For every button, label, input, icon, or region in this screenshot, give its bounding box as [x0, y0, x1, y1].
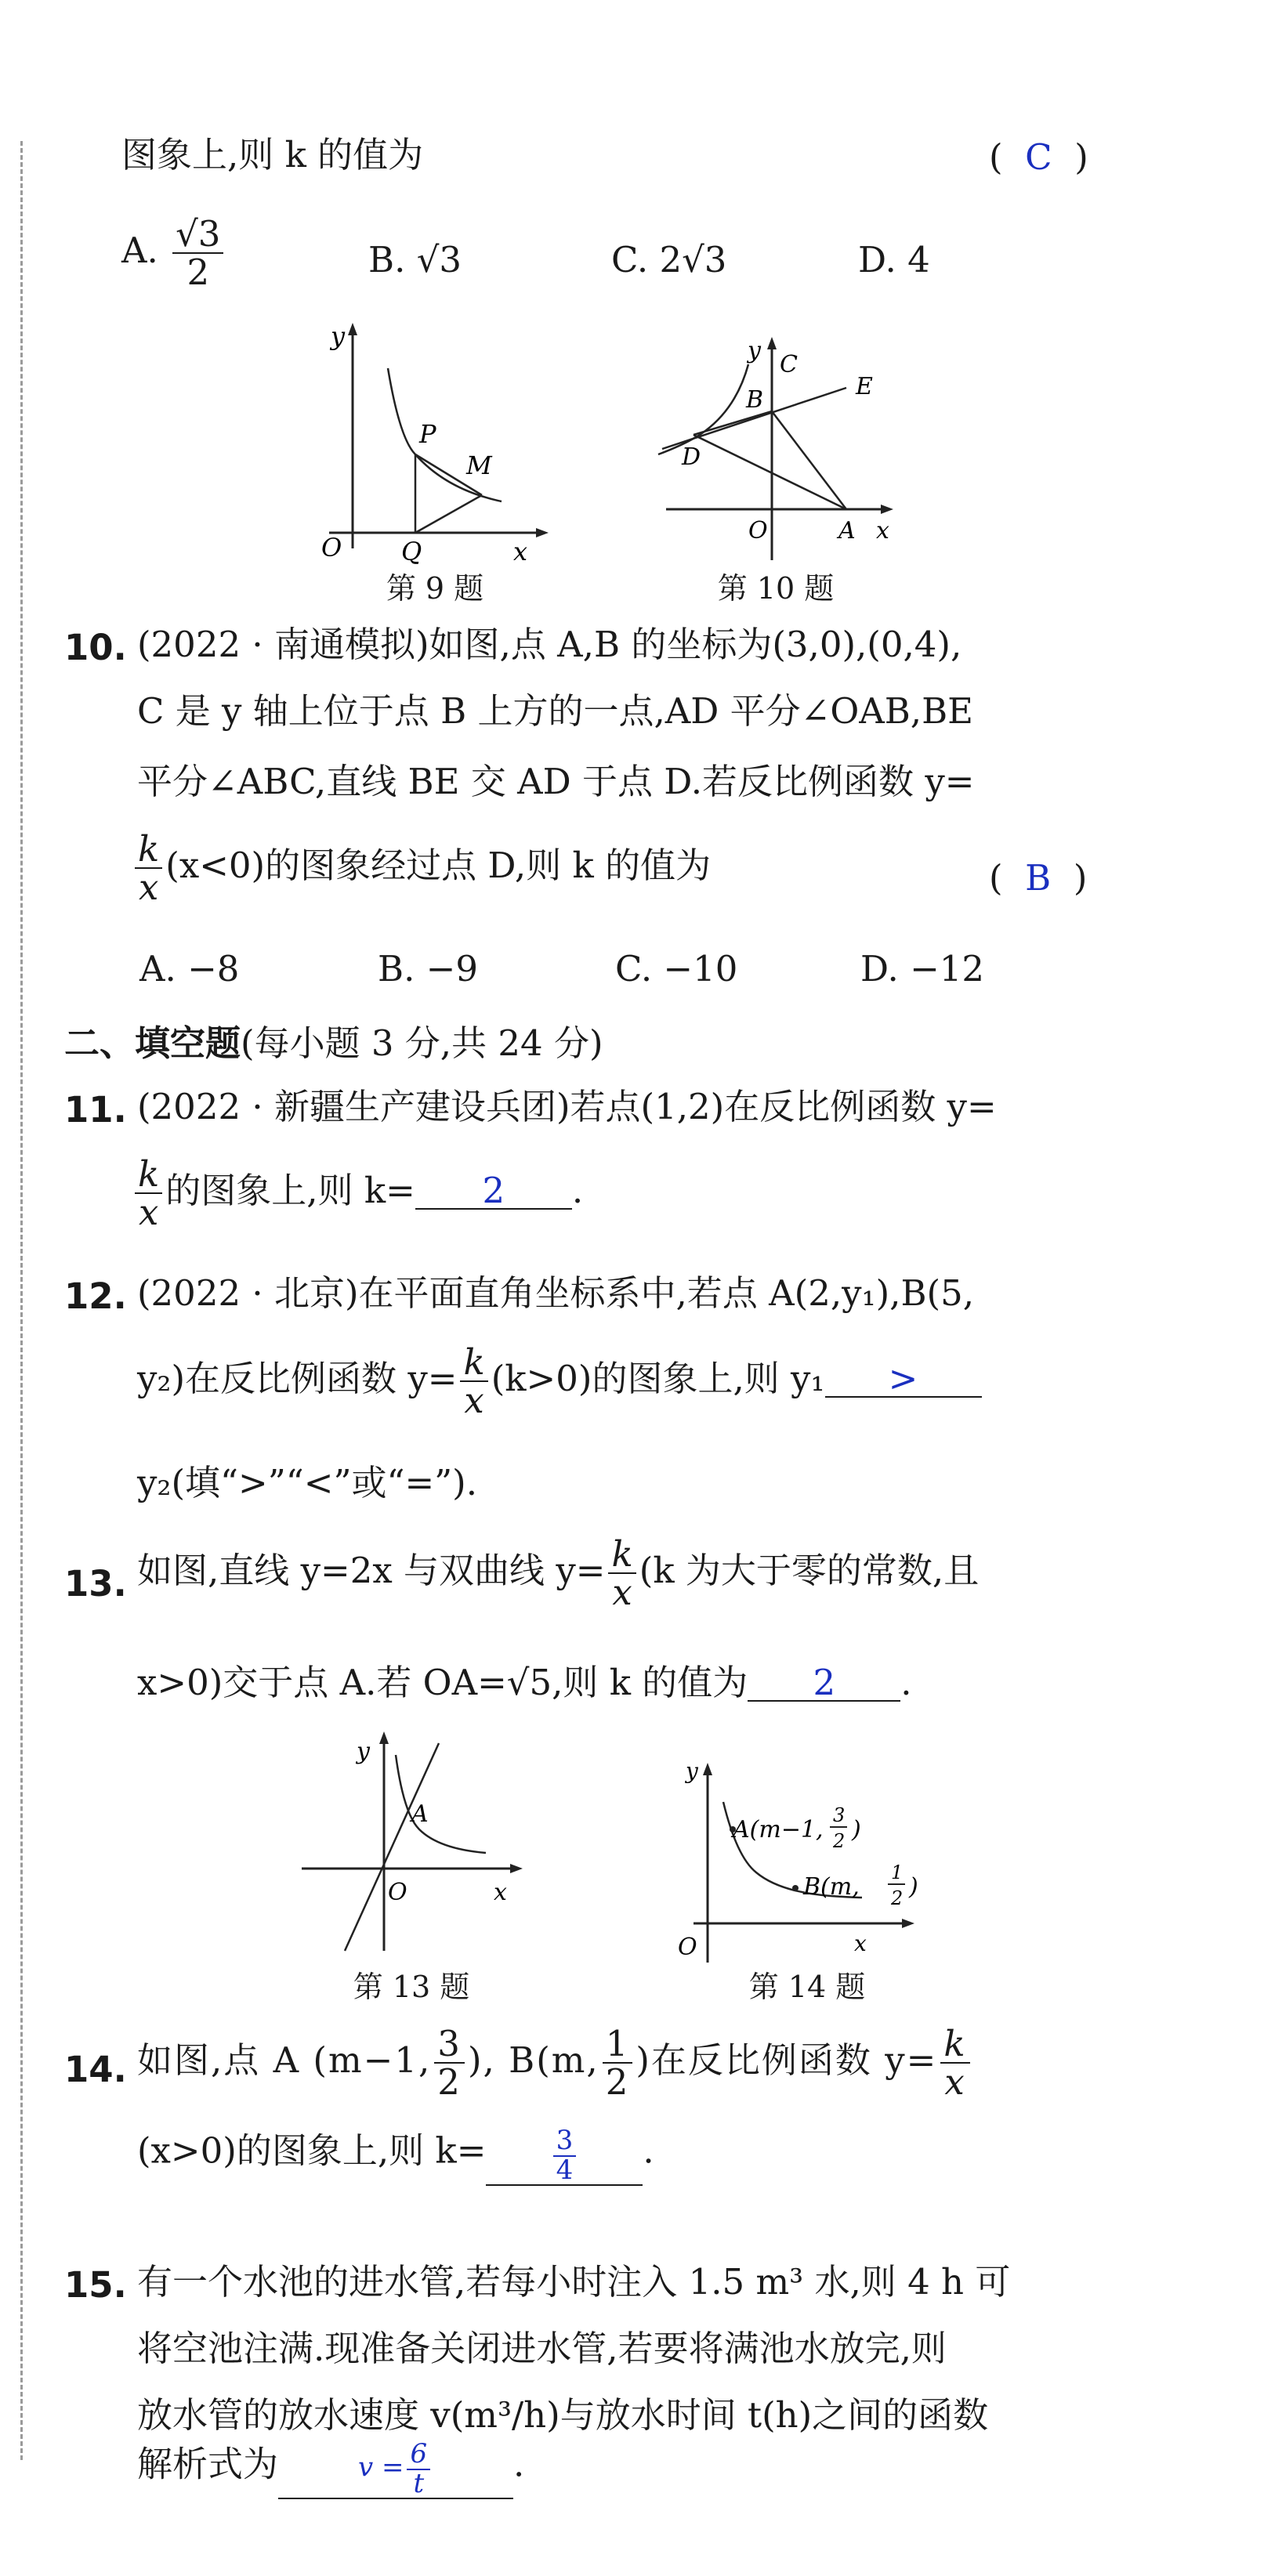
- q14-answer: $\frac{3}{4}$: [486, 2127, 643, 2186]
- figure-10: [650, 333, 917, 568]
- fig10-label-x: x: [876, 517, 889, 545]
- q12-number: 12.: [64, 1275, 127, 1317]
- q12-line3: y₂(填“>”“<”或“=”).: [137, 1462, 478, 1503]
- fig9-label-q: Q: [401, 537, 422, 564]
- q10-number: 10.: [64, 627, 127, 668]
- q10-option-b: B. −9: [378, 948, 479, 990]
- q10-option-a: A. −8: [139, 948, 240, 990]
- fig14-label-b: B(m,: [803, 1873, 860, 1901]
- q10-line1: (2022 · 南通模拟)如图,点 A,B 的坐标为(3,0),(0,4),: [137, 624, 962, 665]
- fig14-label-a: A(m−1,: [733, 1816, 824, 1843]
- q11-answer: 2: [415, 1173, 572, 1210]
- fig9-label-p: P: [419, 419, 436, 449]
- fig10-label-y: y: [748, 337, 761, 364]
- q10-answer-bracket: ( B ): [989, 857, 1088, 899]
- fig9-caption: 第 9 题: [386, 571, 484, 606]
- fig10-caption: 第 10 题: [717, 571, 835, 606]
- fig14-label-b-den: 2: [891, 1887, 904, 1909]
- q15-line1: 有一个水池的进水管,若每小时注入 1.5 m³ 水,则 4 h 可: [137, 2261, 1011, 2303]
- q9-answer-bracket: ( C ): [989, 136, 1088, 178]
- fig10-label-c: C: [780, 351, 798, 378]
- q13-number: 13.: [64, 1563, 127, 1605]
- q12-line1: (2022 · 北京)在平面直角坐标系中,若点 A(2,y₁),B(5,: [137, 1272, 975, 1314]
- q9-option-d: D. 4: [858, 239, 930, 280]
- q11-line2: $\frac{k}{x}$ 的图象上,则 k= 2 .: [132, 1156, 583, 1232]
- q13-answer: 2: [748, 1665, 900, 1702]
- q14-line2: (x>0)的图象上,则 k= $\frac{3}{4}$ .: [137, 2125, 654, 2186]
- q15-number: 15.: [64, 2264, 127, 2306]
- q10-line3: 平分∠ABC,直线 BE 交 AD 于点 D.若反比例函数 y=: [137, 761, 975, 802]
- fig10-label-a: A: [838, 517, 856, 545]
- q10-line2: C 是 y 轴上位于点 B 上方的一点,AD 平分∠OAB,BE: [137, 690, 974, 732]
- q10-answer: B: [1025, 857, 1052, 899]
- fig9-label-o: O: [321, 533, 342, 563]
- q15-answer: v = $\frac{6}{t}$: [278, 2440, 513, 2499]
- fig9-label-y: y: [331, 321, 346, 351]
- figure-14: [670, 1755, 952, 1966]
- fig14-label-b-num: 1: [891, 1861, 904, 1883]
- figure-9: [313, 321, 556, 564]
- q15-line3: 放水管的放水速度 v(m³/h)与放水时间 t(h)之间的函数: [137, 2394, 989, 2436]
- fig14-label-a-den: 2: [833, 1830, 846, 1852]
- q9-option-b: B. √3: [368, 239, 462, 280]
- section-2-heading: 二、填空题(每小题 3 分,共 24 分): [64, 1022, 603, 1064]
- fig10-label-o: O: [748, 517, 768, 545]
- fig13-label-y: y: [357, 1738, 370, 1765]
- svg-text:): ): [909, 1873, 918, 1901]
- fig14-label-o: O: [678, 1934, 697, 1961]
- q9-option-c: C. 2√3: [611, 239, 727, 280]
- fig10-label-b: B: [746, 386, 764, 414]
- fig14-label-a-num: 3: [833, 1804, 846, 1826]
- fig14-label-x: x: [854, 1930, 867, 1956]
- svg-text:): ): [852, 1816, 861, 1843]
- fig14-label-y: y: [686, 1758, 698, 1784]
- q9-tail-line: 图象上,则 k 的值为: [121, 134, 424, 175]
- fig13-label-a: A: [411, 1800, 429, 1828]
- fig9-label-x: x: [513, 537, 528, 564]
- q9-option-a: A. $\frac{√3}{2}$: [121, 215, 226, 291]
- binding-margin-line: [20, 141, 23, 2460]
- q10-option-c: C. −10: [615, 948, 738, 990]
- q15-line4: 解析式为 v = $\frac{6}{t}$ .: [137, 2438, 525, 2499]
- fig13-caption: 第 13 题: [353, 1970, 470, 2004]
- q11-number: 11.: [64, 1089, 127, 1131]
- q13-line1: 如图,直线 y=2x 与双曲线 y= $\frac{k}{x}$ (k 为大于零的常数,且: [137, 1533, 980, 1614]
- q15-line2: 将空池注满.现准备关闭进水管,若要将满池水放完,则: [137, 2328, 947, 2369]
- q13-line2: x>0)交于点 A.若 OA=√5,则 k 的值为 2 .: [137, 1662, 912, 1703]
- q10-option-d: D. −12: [860, 948, 985, 990]
- q10-line4: $\frac{k}{x}$ (x<0)的图象经过点 D,则 k 的值为: [132, 830, 711, 906]
- q9-answer: C: [1025, 136, 1052, 178]
- fig13-label-o: O: [388, 1879, 407, 1906]
- fig10-label-d: D: [682, 443, 701, 471]
- q14-number: 14.: [64, 2049, 127, 2090]
- figure-13: [294, 1728, 537, 1955]
- q11-line1: (2022 · 新疆生产建设兵团)若点(1,2)在反比例函数 y=: [137, 1086, 997, 1127]
- fig9-label-m: M: [466, 450, 492, 480]
- fig13-label-x: x: [494, 1879, 507, 1906]
- q14-line1: 如图,点 A (m−1, $\frac{3}{2}$ ), B(m, $\frac{1}{2}$ )在反比例函数 y= $\frac{k}{x}$: [137, 2025, 973, 2101]
- fig14-caption: 第 14 题: [748, 1970, 866, 2004]
- fig10-label-e: E: [856, 373, 873, 400]
- q12-answer: >: [825, 1361, 982, 1398]
- q12-line2: y₂)在反比例函数 y= $\frac{k}{x}$ (k>0)的图象上,则 y₁ >: [137, 1344, 982, 1420]
